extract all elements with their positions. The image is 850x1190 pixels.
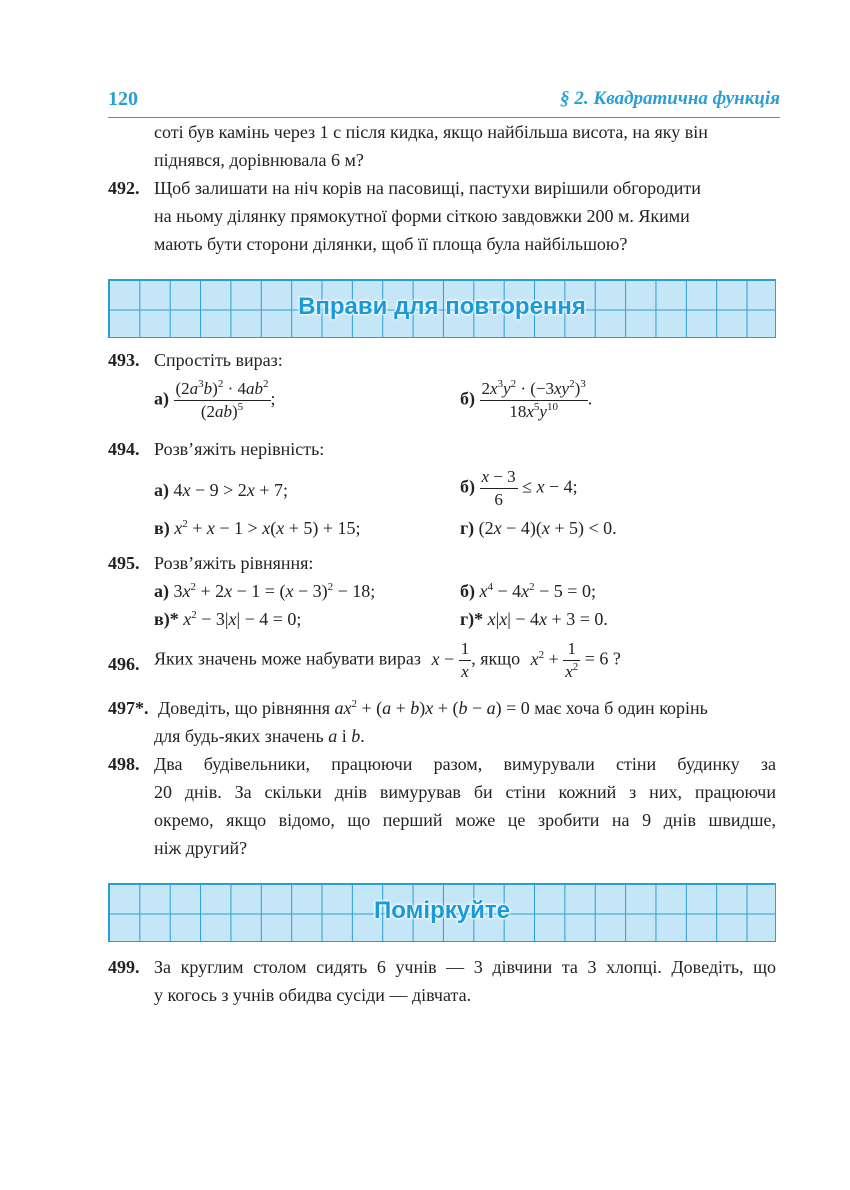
problem-491-line-1: соті був камінь через 1 с після кидка, якщо найбільша висота, на яку він xyxy=(154,122,708,142)
problem-491-line-2: піднявся, дорівнювала 6 м? xyxy=(154,150,364,170)
problem-493-a: а) $\frac{(2a^3b)^2 \cdot 4ab^2}{(2ab)^5}$ ; xyxy=(154,378,276,421)
problem-494-d: г) (2x − 4)(x + 5) < 0. xyxy=(460,518,617,538)
problem-496-text: Яких значень може набувати вираз x − $\frac{1}{x}$ , якщо $x^2$ + $\frac{1}{x^2}$ = 6 ? xyxy=(154,639,621,681)
problem-492-number: 492. xyxy=(108,178,140,198)
fraction: $\frac{x - 3}{6}$ xyxy=(481,467,516,509)
item-label: а) xyxy=(154,388,169,409)
fraction: $\frac{2x^3y^2 \cdot (-3xy^2)^3}{18x^5y^{10}}$ xyxy=(481,378,586,421)
problem-495-a: а) $3x^2 + 2x - 1 = (x - 3)^2 - 18$; xyxy=(154,581,376,601)
problem-494-number: 494. xyxy=(108,439,140,459)
problem-492-line-3: мають бути сторони ділянки, щоб її площа була найбільшою? xyxy=(154,234,628,254)
problem-497-line-2: для будь-яких значень a і b. xyxy=(154,726,365,746)
think-title: Поміркуйте xyxy=(374,897,510,924)
problem-492-line-2: на ньому ділянку прямокутної форми сіткою завдовжки 200 м. Якими xyxy=(154,206,690,226)
fraction: $\frac{1}{x}$ xyxy=(460,639,470,681)
problem-493-b: б) $\frac{2x^3y^2 \cdot (-3xy^2)^3}{18x^5y^{10}}$ . xyxy=(460,378,593,421)
problem-494-a: а) 4x − 9 > 2x + 7; xyxy=(154,480,288,500)
problem-493-number: 493. xyxy=(108,350,140,370)
problem-498-number: 498. xyxy=(108,754,140,774)
problem-497-number: 497*. xyxy=(108,698,149,718)
problem-498-line-1: Два будівельники, працюючи разом, вимурували стіни будинку за xyxy=(154,754,776,774)
problem-495-c: в)* $x^2 - 3|x| - 4 = 0$; xyxy=(154,609,302,629)
section-title: § 2. Квадратична функція xyxy=(560,88,780,109)
problem-498-line-4: ніж другий? xyxy=(154,838,248,858)
review-exercises-banner xyxy=(108,279,776,338)
problem-495-d: г)* x|x| − 4x + 3 = 0. xyxy=(460,609,608,629)
think-banner xyxy=(108,883,776,942)
problem-494-b: б) $\frac{x - 3}{6}$ ≤ x − 4; xyxy=(460,467,578,509)
problem-493-text: Спростіть вираз: xyxy=(154,350,283,370)
problem-495-text: Розв’яжіть рівняння: xyxy=(154,553,314,573)
problem-497-line-1: Доведіть, що рівняння $ax^2 + (a + b)x + (b - a) = 0$ має хоча б один корінь xyxy=(158,698,708,718)
problem-492-line-1: Щоб залишати на ніч корів на пасовищі, пастухи вирішили обгородити xyxy=(154,178,701,198)
problem-494-c: в) $x^2 + x - 1 > x(x + 5) + 15$; xyxy=(154,518,361,538)
problem-499-line-1: За круглим столом сидять 6 учнів — 3 дівчини та 3 хлопці. Доведіть, що xyxy=(154,957,776,977)
fraction: $\frac{1}{x^2}$ xyxy=(565,639,579,681)
problem-494-text: Розв’яжіть нерівність: xyxy=(154,439,325,459)
item-label: б) xyxy=(460,388,475,409)
problem-495-number: 495. xyxy=(108,553,140,573)
problem-495-b: б) $x^4 - 4x^2 - 5 = 0$; xyxy=(460,581,596,601)
review-exercises-title: Вправи для повторення xyxy=(298,293,586,320)
problem-498-line-3: окремо, якщо відомо, що перший може це зробити на 9 днів швидше, xyxy=(154,810,776,830)
problem-499-number: 499. xyxy=(108,957,140,977)
fraction: $\frac{(2a^3b)^2 \cdot 4ab^2}{(2ab)^5}$ xyxy=(175,378,269,421)
page-number: 120 xyxy=(108,88,138,110)
problem-498-line-2: 20 днів. За скільки днів вимурував би стіни кожний з них, працюючи xyxy=(154,782,776,802)
problem-499-line-2: у когось з учнів обидва сусіди — дівчата. xyxy=(154,985,472,1005)
problem-496-number: 496. xyxy=(108,654,140,674)
